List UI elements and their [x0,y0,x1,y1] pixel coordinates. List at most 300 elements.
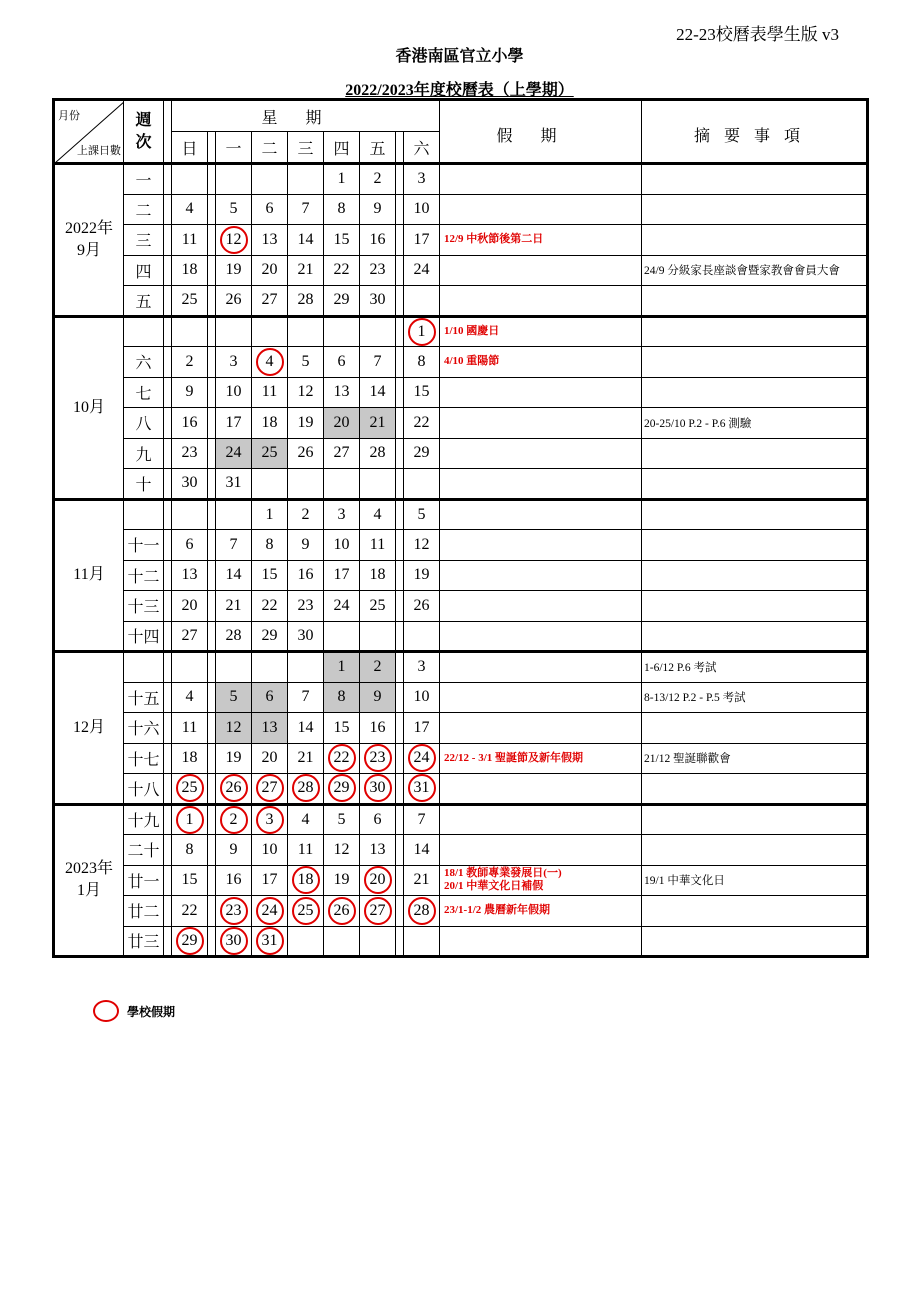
spacer-cell [208,408,216,439]
day-cell [288,377,324,408]
date: 9 [301,535,310,553]
holiday-date: 1 [408,318,436,346]
day-cell [172,347,208,378]
weekday-header-0: 日 [172,132,208,164]
holiday-cell [440,499,642,530]
holiday-cell [440,652,642,683]
date: 4 [185,200,194,218]
date: 5 [337,810,346,828]
holiday-date: 28 [292,774,320,802]
day-cell [172,591,208,622]
week-number-cell [124,652,164,683]
day-cell [324,682,360,713]
spacer-cell [396,469,404,500]
day-cell [288,499,324,530]
date: 12 [225,718,242,736]
week-number-cell: 一 [124,164,164,195]
day-cell [324,255,360,286]
spacer-cell [396,804,404,835]
date: 13 [181,566,198,584]
month-label-cell [54,652,124,805]
notes-header [642,100,868,164]
note-cell [642,591,868,622]
day-cell [324,438,360,469]
date: 19 [297,413,314,431]
day-cell [360,835,396,866]
date: 26 [413,596,430,614]
holiday-date: 25 [176,774,204,802]
note-cell [642,804,868,835]
day-cell [324,164,360,195]
week-number-cell: 十六 [124,713,164,744]
day-cell [216,774,252,805]
day-cell [360,926,396,957]
day-cell [172,530,208,561]
date: 20 [261,749,278,767]
week-number-cell: 廿一 [124,865,164,896]
date: 8 [337,200,346,218]
date: 7 [229,535,238,553]
note-cell [642,377,868,408]
spacer-cell [396,316,404,347]
day-cell [288,804,324,835]
day-cell [172,682,208,713]
day-cell [216,591,252,622]
spacer-cell [164,469,172,500]
date: 19 [225,261,242,279]
date: 7 [301,688,310,706]
note-cell: 1-6/12 P.6 考試 [642,652,868,683]
week-row [54,408,868,439]
day-cell [360,499,396,530]
note-cell [642,926,868,957]
day-cell [404,591,440,622]
date: 21 [225,596,242,614]
weekday-header-3: 三 [288,132,324,164]
day-cell [216,530,252,561]
date: 14 [413,840,430,858]
day-cell [324,652,360,683]
date: 17 [225,413,242,431]
spacer-cell [208,225,216,256]
day-cell [324,499,360,530]
day-cell [172,560,208,591]
date: 5 [229,200,238,218]
calendar-table-wrap [52,98,867,988]
week-row [54,774,868,805]
date: 13 [369,840,386,858]
month-label: 12月 [72,718,105,736]
spacer-cell [164,499,172,530]
spacer-cell [396,164,404,195]
spacer-cell [164,835,172,866]
date: 2 [373,170,382,188]
day-cell [172,743,208,774]
date: 3 [417,658,426,676]
holiday-cell: 4/10 重陽節 [440,347,642,378]
date: 18 [181,261,198,279]
day-cell [172,286,208,317]
date: 9 [373,200,382,218]
date: 18 [181,749,198,767]
holidays-header [440,100,642,164]
spacer-cell [208,316,216,347]
week-row [54,865,868,896]
week-row [54,347,868,378]
spacer-cell [208,132,216,164]
day-cell [404,560,440,591]
date: 23 [181,444,198,462]
day-cell [216,621,252,652]
spacer-cell [396,591,404,622]
spacer-cell [396,865,404,896]
date: 28 [297,291,314,309]
date: 8 [417,352,426,370]
week-row [54,255,868,286]
day-cell [324,560,360,591]
date: 10 [225,383,242,401]
holiday-date: 30 [364,774,392,802]
spacer-cell [164,316,172,347]
day-cell [288,469,324,500]
week-header-label: 週次 [135,111,152,151]
day-cell [360,408,396,439]
spacer-cell [396,499,404,530]
date: 26 [297,444,314,462]
spacer-cell [164,743,172,774]
date: 10 [333,535,350,553]
spacer-cell [208,621,216,652]
day-cell [404,804,440,835]
date: 13 [261,230,278,248]
week-number-cell: 十 [124,469,164,500]
day-cell [216,804,252,835]
day-cell [324,469,360,500]
day-cell [324,713,360,744]
day-cell [404,896,440,927]
holiday-cell [440,774,642,805]
date: 30 [297,626,314,644]
date: 28 [369,444,386,462]
day-cell [252,865,288,896]
month-header-label: 月份 [58,110,80,122]
spacer-cell [164,530,172,561]
date: 27 [261,291,278,309]
day-cell [252,835,288,866]
day-cell [172,316,208,347]
date: 2 [373,658,382,676]
date: 28 [225,626,242,644]
holiday-date: 30 [220,927,248,955]
day-cell [404,835,440,866]
holiday-date: 31 [408,774,436,802]
week-number-cell [124,316,164,347]
school-days-header-label: 上課日數 [77,145,121,157]
date: 18 [369,566,386,584]
day-cell [216,469,252,500]
spacer-cell [208,499,216,530]
date: 17 [413,230,430,248]
date: 1 [337,170,346,188]
spacer-cell [164,408,172,439]
spacer-cell [164,774,172,805]
spacer-cell [208,438,216,469]
note-cell [642,316,868,347]
day-cell [360,286,396,317]
date: 27 [333,444,350,462]
spacer-cell [164,255,172,286]
spacer-cell [208,804,216,835]
week-row [54,591,868,622]
date: 7 [301,200,310,218]
legend-label: 學校假期 [127,1004,176,1019]
date: 12 [413,535,430,553]
spacer-cell [164,591,172,622]
week-row [54,926,868,957]
day-cell [404,499,440,530]
day-cell [216,377,252,408]
date: 20 [181,596,198,614]
day-cell [288,347,324,378]
day-cell [216,865,252,896]
week-row [54,530,868,561]
date: 15 [413,383,430,401]
day-cell [252,255,288,286]
day-cell [252,347,288,378]
day-cell [252,499,288,530]
day-cell [360,530,396,561]
date: 22 [261,596,278,614]
school-name: 香港南區官立小學 [395,48,524,65]
holiday-cell [440,286,642,317]
page-title: 2022/2023年度校曆表（上學期） [345,82,574,99]
date: 18 [261,413,278,431]
day-cell [252,652,288,683]
day-cell [172,194,208,225]
date: 15 [261,566,278,584]
spacer-cell [208,377,216,408]
day-cell [324,804,360,835]
day-cell [172,865,208,896]
spacer-cell [208,682,216,713]
date: 25 [181,291,198,309]
week-row [54,164,868,195]
holiday-date: 26 [220,774,248,802]
month-label-cell [54,499,124,652]
week-number-cell: 二十 [124,835,164,866]
spacer-cell [208,286,216,317]
day-cell [252,377,288,408]
spacer-cell [396,835,404,866]
holiday-cell [440,621,642,652]
spacer-cell [164,377,172,408]
date: 29 [413,444,430,462]
date: 11 [181,230,198,248]
spacer-cell [396,377,404,408]
holiday-date: 23 [220,897,248,925]
note-cell [642,896,868,927]
date: 21 [369,413,386,431]
date: 3 [229,352,238,370]
month-header-cell [54,100,124,164]
day-cell [404,652,440,683]
date: 16 [297,566,314,584]
week-number-cell: 十九 [124,804,164,835]
spacer-cell [396,896,404,927]
spacer-cell [396,682,404,713]
day-cell [360,164,396,195]
day-cell [324,530,360,561]
week-row [54,225,868,256]
day-cell [172,408,208,439]
day-cell [404,926,440,957]
spacer-cell [396,743,404,774]
holiday-date: 4 [256,348,284,376]
day-cell [324,865,360,896]
day-cell [288,713,324,744]
day-cell [216,225,252,256]
day-cell [324,591,360,622]
week-number-cell: 十二 [124,560,164,591]
spacer-cell [208,652,216,683]
day-cell [360,804,396,835]
date: 23 [369,261,386,279]
day-cell [216,194,252,225]
spacer-cell [396,438,404,469]
day-cell [288,865,324,896]
month-label-cell [54,164,124,317]
day-cell [404,286,440,317]
day-cell [404,438,440,469]
day-cell [172,377,208,408]
day-cell [324,225,360,256]
date: 16 [225,871,242,889]
month-label: 2023年 1月 [64,860,113,900]
holiday-cell: 18/1 教師專業發展日(一) 20/1 中華文化日補假 [440,865,642,896]
week-header-cell [124,100,164,164]
date: 6 [373,810,382,828]
date: 30 [369,291,386,309]
date: 16 [181,413,198,431]
day-cell [324,774,360,805]
day-cell [252,438,288,469]
note-cell [642,194,868,225]
date: 10 [413,688,430,706]
day-cell [252,560,288,591]
note-cell: 20-25/10 P.2 - P.6 測驗 [642,408,868,439]
day-cell [288,438,324,469]
day-cell [288,896,324,927]
day-cell [360,225,396,256]
day-cell [172,621,208,652]
holiday-date: 18 [292,866,320,894]
day-cell [288,225,324,256]
date: 12 [297,383,314,401]
spacer-cell [208,865,216,896]
day-cell [324,743,360,774]
week-number-cell [124,499,164,530]
day-cell [172,164,208,195]
day-cell [288,774,324,805]
spacer-cell [396,621,404,652]
date: 17 [413,718,430,736]
spacer-cell [164,865,172,896]
day-cell [252,713,288,744]
spacer-cell [208,713,216,744]
week-number-cell: 廿三 [124,926,164,957]
week-number-cell: 三 [124,225,164,256]
day-cell [288,591,324,622]
day-cell [172,469,208,500]
date: 29 [333,291,350,309]
date: 13 [261,718,278,736]
day-cell [172,652,208,683]
day-cell [252,743,288,774]
spacer-cell [396,347,404,378]
note-cell: 24/9 分級家長座談會暨家教會會員大會 [642,255,868,286]
date: 2 [185,352,194,370]
date: 6 [185,535,194,553]
date: 15 [333,230,350,248]
week-number-cell: 十五 [124,682,164,713]
day-cell [288,560,324,591]
spacer-cell [164,225,172,256]
weekday-header-2: 二 [252,132,288,164]
spacer-cell [164,682,172,713]
holiday-date: 2 [220,806,248,834]
spacer-cell [208,347,216,378]
date: 6 [265,688,274,706]
day-cell [360,896,396,927]
spacer-cell [396,713,404,744]
note-cell: 21/12 聖誕聯歡會 [642,743,868,774]
day-cell [404,164,440,195]
date: 16 [369,230,386,248]
date: 6 [265,200,274,218]
day-cell [404,682,440,713]
week-row [54,682,868,713]
date: 3 [337,505,346,523]
day-cell [252,225,288,256]
spacer-cell [208,774,216,805]
spacer-cell [164,100,172,164]
holiday-cell: 1/10 國慶日 [440,316,642,347]
date: 14 [369,383,386,401]
spacer-cell [164,164,172,195]
holiday-date: 24 [256,897,284,925]
day-cell [252,804,288,835]
holiday-cell [440,164,642,195]
weekday-header-1: 一 [216,132,252,164]
holiday-date: 3 [256,806,284,834]
note-cell [642,713,868,744]
date: 4 [301,810,310,828]
note-cell [642,835,868,866]
day-cell [404,774,440,805]
spacer-cell [164,286,172,317]
day-cell [216,499,252,530]
spacer-cell [164,926,172,957]
date: 6 [337,352,346,370]
date: 12 [333,840,350,858]
spacer-cell [396,255,404,286]
note-cell: 19/1 中華文化日 [642,865,868,896]
spacer-cell [208,530,216,561]
weekday-header-4: 四 [324,132,360,164]
day-cell [288,652,324,683]
date: 15 [181,871,198,889]
day-cell [404,377,440,408]
